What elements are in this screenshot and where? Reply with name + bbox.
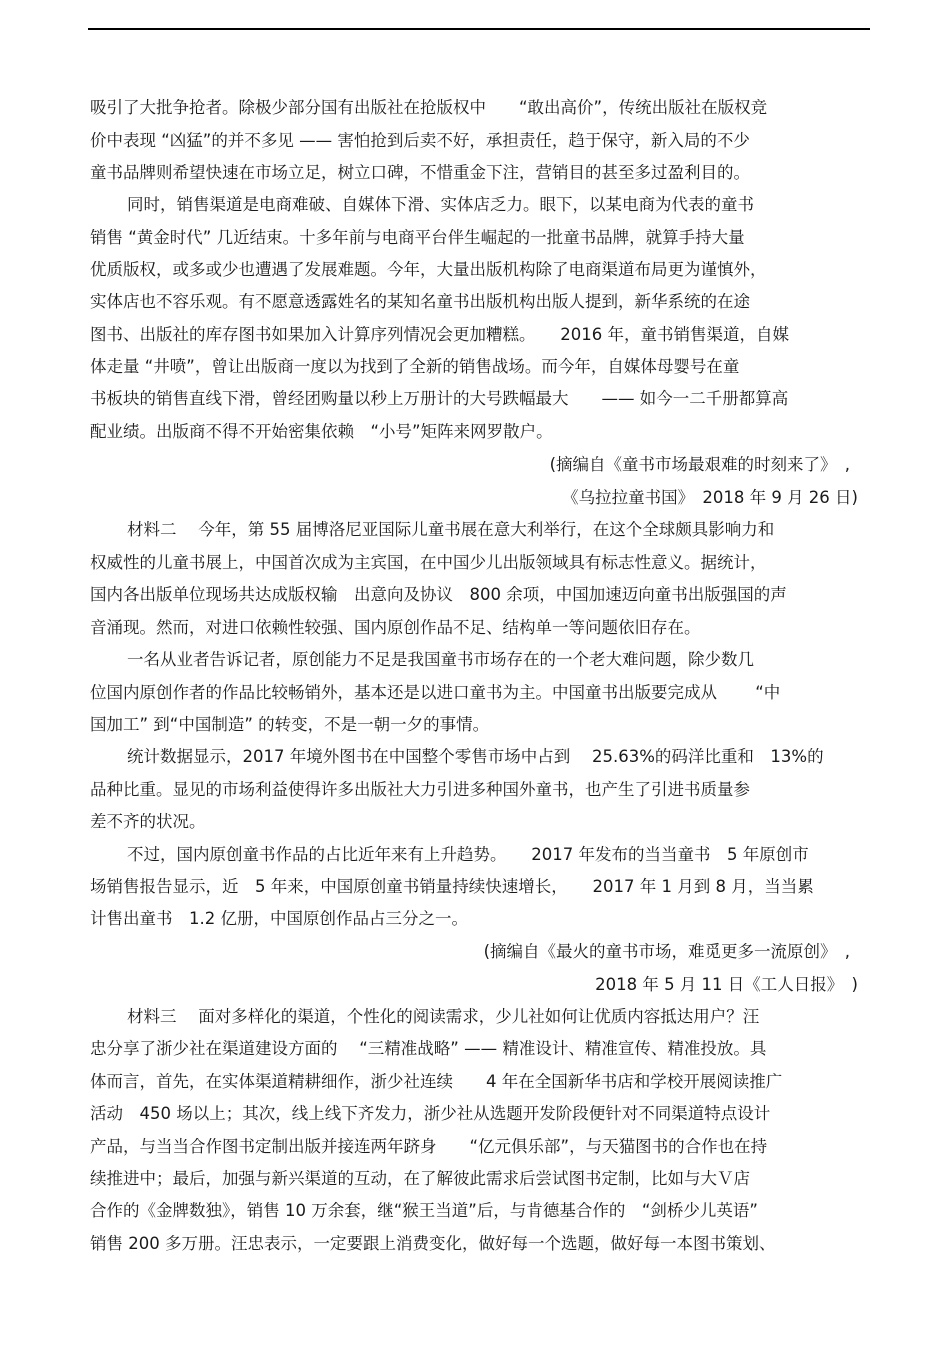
paragraph-start: 材料三 面对多样化的渠道，个性化的阅读需求，少儿社如何让优质内容抵达用户？汪 (127, 1007, 760, 1026)
text-line: 合作的《金牌数独》，销售 10 万余套，继“猴王当道”后，与肯德基合作的 “剑桥少儿英语” (90, 1201, 758, 1220)
text-line: 体走量 “井喷”，曾让出版商一度以为找到了全新的销售战场。而今年，自媒体母婴号在童 (90, 357, 740, 376)
text-line: 童书品牌则希望快速在市场立足，树立口碑，不惜重金下注，营销目的甚至多过盈利目的。 (90, 163, 750, 182)
text-line: 吸引了大批争抢者。除极少部分国有出版社在抢版权中 “敢出高价”，传统出版社在版权竞 (90, 98, 768, 117)
text-line: 图书、出版社的库存图书如果加入计算序列情况会更加糟糕。 2016 年，童书销售渠道，自媒 (90, 325, 789, 344)
text-line: 位国内原创作者的作品比较畅销外，基本还是以进口童书为主。中国童书出版要完成从 “中 (90, 683, 781, 702)
text-line: 销售 200 多万册。汪忠表示，一定要跟上消费变化，做好每一个选题，做好每一本图书策划、 (90, 1234, 776, 1253)
text-line: 优质版权，或多或少也遭遇了发展难题。今年，大量出版机构除了电商渠道布局更为谨慎外， (90, 260, 767, 279)
source-citation: (摘编自《最火的童书市场，难觅更多一流原创》 , (483, 942, 850, 961)
text-line: 国加工” 到“中国制造” 的转变，不是一朝一夕的事情。 (90, 715, 490, 734)
text-line: 场销售报告显示，近 5 年来，中国原创童书销量持续快速增长， 2017 年 1 月到 8 月，当当累 (90, 877, 814, 896)
text-line: 音涌现。然而，对进口依赖性较强、国内原创作品不足、结构单一等问题依旧存在。 (90, 618, 701, 637)
text-line: 配业绩。出版商不得不开始密集依赖 “小号”矩阵来网罗散户。 (90, 422, 553, 441)
paragraph-start: 材料二 今年，第 55 届博洛尼亚国际儿童书展在意大利举行，在这个全球颇具影响力和 (127, 520, 775, 539)
paragraph-start: 同时，销售渠道是电商难破、自媒体下滑、实体店乏力。眼下，以某电商为代表的童书 (127, 195, 754, 214)
text-line: 产品，与当当合作图书定制出版并接连两年跻身 “亿元俱乐部”，与天猫图书的合作也在持 (90, 1137, 768, 1156)
paragraph-start: 统计数据显示，2017 年境外图书在中国整个零售市场中占到 25.63%的码洋比重和 13%的 (127, 747, 824, 766)
text-line: 销售 “黄金时代” 几近结束。十多年前与电商平台伴生崛起的一批童书品牌，就算手持大量 (90, 228, 745, 247)
text-line: 差不齐的状况。 (90, 812, 206, 831)
source-citation: 2018 年 5 月 11 日《工人日报》 ) (595, 975, 858, 994)
header-rule (88, 28, 870, 30)
text-line: 价中表现 “凶猛”的并不多见 —— 害怕抢到后卖不好，承担责任，趋于保守，新入局的不少 (90, 131, 750, 150)
text-line: 实体店也不容乐观。有不愿意透露姓名的某知名童书出版机构出版人提到，新华系统的在途 (90, 292, 750, 311)
text-line: 书板块的销售直线下滑，曾经团购量以秒上万册计的大号跌幅最大 —— 如今一二千册都算高 (90, 389, 789, 408)
text-line: 续推进中；最后，加强与新兴渠道的互动，在了解彼此需求后尝试图书定制，比如与大Ｖ店 (90, 1169, 750, 1188)
paragraph-start: 一名从业者告诉记者，原创能力不足是我国童书市场存在的一个老大难问题，除少数几 (127, 650, 754, 669)
source-citation: 《乌拉拉童书国》 2018 年 9 月 26 日) (562, 488, 858, 507)
text-line: 品种比重。显见的市场利益使得许多出版社大力引进多种国外童书，也产生了引进书质量参 (90, 780, 750, 799)
text-line: 计售出童书 1.2 亿册，中国原创作品占三分之一。 (90, 909, 468, 928)
source-citation: (摘编自《童书市场最艰难的时刻来了》 , (549, 455, 850, 474)
text-line: 国内各出版单位现场共达成版权输 出意向及协议 800 余项，中国加速迈向童书出版强国的声 (90, 585, 787, 604)
text-line: 权威性的儿童书展上，中国首次成为主宾国，在中国少儿出版领域具有标志性意义。据统计， (90, 553, 767, 572)
text-line: 忠分享了浙少社在渠道建设方面的 “三精准战略” —— 精准设计、精准宣传、精准投放。具 (90, 1039, 767, 1058)
text-line: 体而言，首先，在实体渠道精耕细作，浙少社连续 4 年在全国新华书店和学校开展阅读推广 (90, 1072, 783, 1091)
text-line: 活动 450 场以上；其次，线上线下齐发力，浙少社从选题开发阶段便针对不同渠道特点设计 (90, 1104, 771, 1123)
paragraph-start: 不过，国内原创童书作品的占比近年来有上升趋势。 2017 年发布的当当童书 5 年原创市 (127, 845, 809, 864)
